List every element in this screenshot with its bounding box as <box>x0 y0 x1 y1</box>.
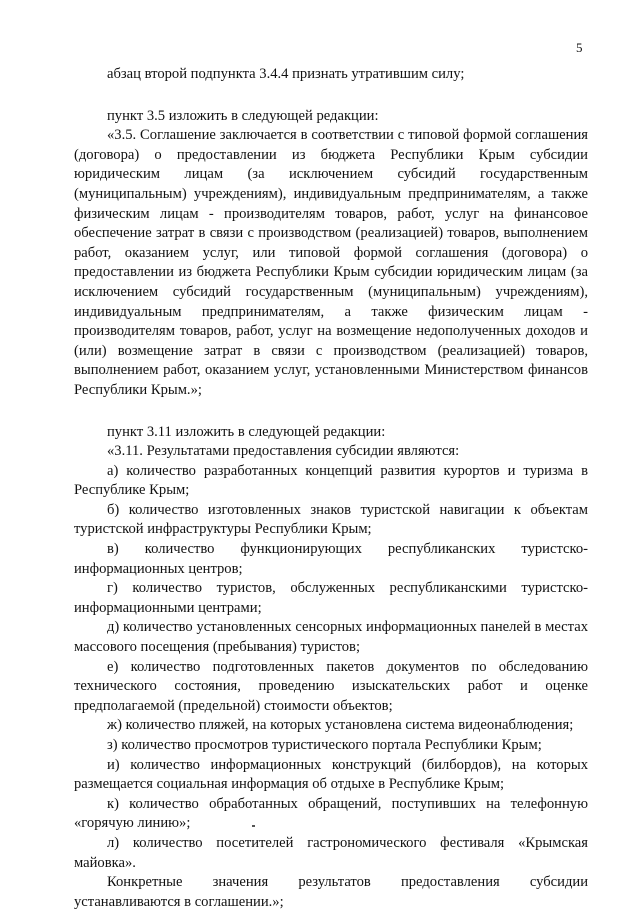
list-item-a: а) количество разработанных концепций развития курортов и туризма в Республике Крым; <box>74 462 588 499</box>
list-item-g: г) количество туристов, обслуженных республиканскими туристско-информационными центрами; <box>74 580 588 616</box>
list-item-zh: ж) количество пляжей, на которых установлена система видеонаблюдения; <box>107 717 574 734</box>
list-item-e: е) количество подготовленных пакетов документов по обследованию технического состояния, проведению изыскательских работ и оценке предполагаемой (предельной) стоимости объектов; <box>74 658 588 714</box>
list-item-i: и) количество информационных конструкций (билбордов), на которых размещается социальная информация об отдыхе в Республике Крым; <box>74 756 588 793</box>
list-item-d: д) количество установленных сенсорных информационных панелей в местах массового посещения (пребывания) туристов; <box>74 619 588 656</box>
scan-speck <box>252 825 255 827</box>
paragraph-item-3-5-intro: пункт 3.5 изложить в следующей редакции: <box>107 107 379 124</box>
page-number: 5 <box>576 40 583 55</box>
list-item-v: в) количество функционирующих республиканских туристско-информационных центров; <box>74 541 588 577</box>
paragraph-item-3-11-intro: пункт 3.11 изложить в следующей редакции: <box>107 423 386 440</box>
list-item-z: з) количество просмотров туристического портала Республики Крым; <box>107 737 542 753</box>
paragraph-closing: Конкретные значения результатов предоставления субсидии устанавливаются в соглашении.»; <box>74 874 588 910</box>
paragraph-item-3-5-text: «3.5. Соглашение заключается в соответствии с типовой формой соглашения (договора) о предоставлении из бюджета Республики Крым субсидии юридическим лицам (за исключением субсидий государственным (муниципальным) учреждениям), индивидуальным предпринимателям, а также физическим лицам - производителям товаров, работ, услуг на финансовое обеспечение затрат в связи с производством (реализацией) товаров, выполнением работ, оказанием услуг, или типовой формой соглашения (договора) о предоставлении из бюджета Республики Крым субсидии юридическим лицам (за исключением субсидий государственным (муниципальным) учреждениям), индивидуальным предпринимателям, а также физическим лицам - производителям товаров, работ, услуг на возмещение недополученных доходов и (или) возмещение затрат в связи с производством (реализацией) товаров, выполнением работ, оказанием услуг, установленными Министерством финансов Республики Крым.»; <box>74 127 588 398</box>
paragraph-item-3-11-heading: «3.11. Результатами предоставления субсидии являются: <box>107 443 460 460</box>
list-item-k: к) количество обработанных обращений, поступивших на телефонную «горячую линию»; <box>74 795 588 832</box>
list-item-l: л) количество посетителей гастрономического фестиваля «Крымская майовка». <box>74 834 588 871</box>
paragraph-item-3-4-4: абзац второй подпункта 3.4.4 признать утратившим силу; <box>107 66 465 82</box>
document-body <box>74 65 588 912</box>
list-item-b: б) количество изготовленных знаков туристской навигации к объектам туристской инфраструктуры Республики Крым; <box>74 501 588 538</box>
